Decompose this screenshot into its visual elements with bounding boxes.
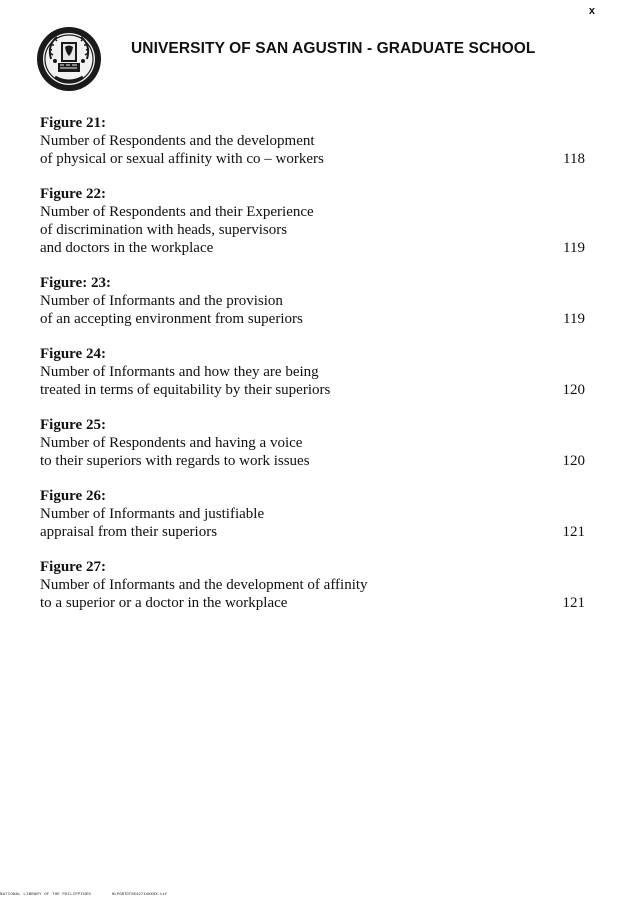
figure-caption-line: of physical or sexual affinity with co – workers [40, 151, 324, 167]
page-number: 121 [562, 595, 585, 611]
page-number: 119 [563, 240, 585, 256]
figure-list [40, 114, 585, 627]
figure-caption-line: Number of Respondents and their Experience [40, 204, 314, 220]
figure-entry [40, 345, 585, 399]
figure-entry [40, 114, 585, 168]
figure-caption-line: Number of Respondents and the development [40, 133, 315, 149]
figure-caption-line: of discrimination with heads, supervisors [40, 222, 288, 238]
figure-label: Figure 27: [40, 559, 106, 575]
figure-caption-line: Number of Informants and how they are being [40, 364, 319, 380]
figure-caption-line: of an accepting environment from superiors [40, 311, 303, 327]
figure-caption-line: to a superior or a doctor in the workplace [40, 595, 288, 611]
figure-entry [40, 185, 585, 257]
page-number: 120 [562, 382, 585, 398]
figure-caption-line: Number of Informants and the provision [40, 293, 283, 309]
figure-label: Figure 25: [40, 417, 106, 433]
figure-caption-line: and doctors in the workplace [40, 240, 214, 256]
figure-entry [40, 487, 585, 541]
page-number: 119 [563, 311, 585, 327]
footer-library-note: NATIONAL LIBRARY OF THE PHILIPPINES [0, 893, 92, 897]
page-number: 120 [562, 453, 585, 469]
figure-label: Figure 21: [40, 115, 106, 131]
figure-caption-line: to their superiors with regards to work issues [40, 453, 310, 469]
figure-caption-line: Number of Informants and justifiable [40, 506, 265, 522]
figure-label: Figure 24: [40, 346, 106, 362]
page-number: 121 [562, 524, 585, 540]
figure-caption-line: treated in terms of equitability by their superiors [40, 382, 331, 398]
figure-label: Figure 22: [40, 186, 106, 202]
figure-entry [40, 274, 585, 328]
university-seal-icon [35, 25, 103, 93]
figure-caption-line: Number of Respondents and having a voice [40, 435, 303, 451]
figure-entry [40, 416, 585, 470]
figure-label: Figure: 23: [40, 275, 111, 291]
page-header-title: UNIVERSITY OF SAN AGUSTIN - GRADUATE SCHOOL [131, 40, 536, 57]
figure-caption-line: Number of Informants and the development of affinity [40, 577, 368, 593]
figure-entry [40, 558, 585, 612]
figure-caption-line: appraisal from their superiors [40, 524, 218, 540]
page-number: 118 [563, 151, 585, 167]
page-mark: x [588, 5, 595, 17]
figure-label: Figure 26: [40, 488, 106, 504]
footer-file-code: NLPGRTDT0542714XXXX.tif [112, 893, 168, 897]
